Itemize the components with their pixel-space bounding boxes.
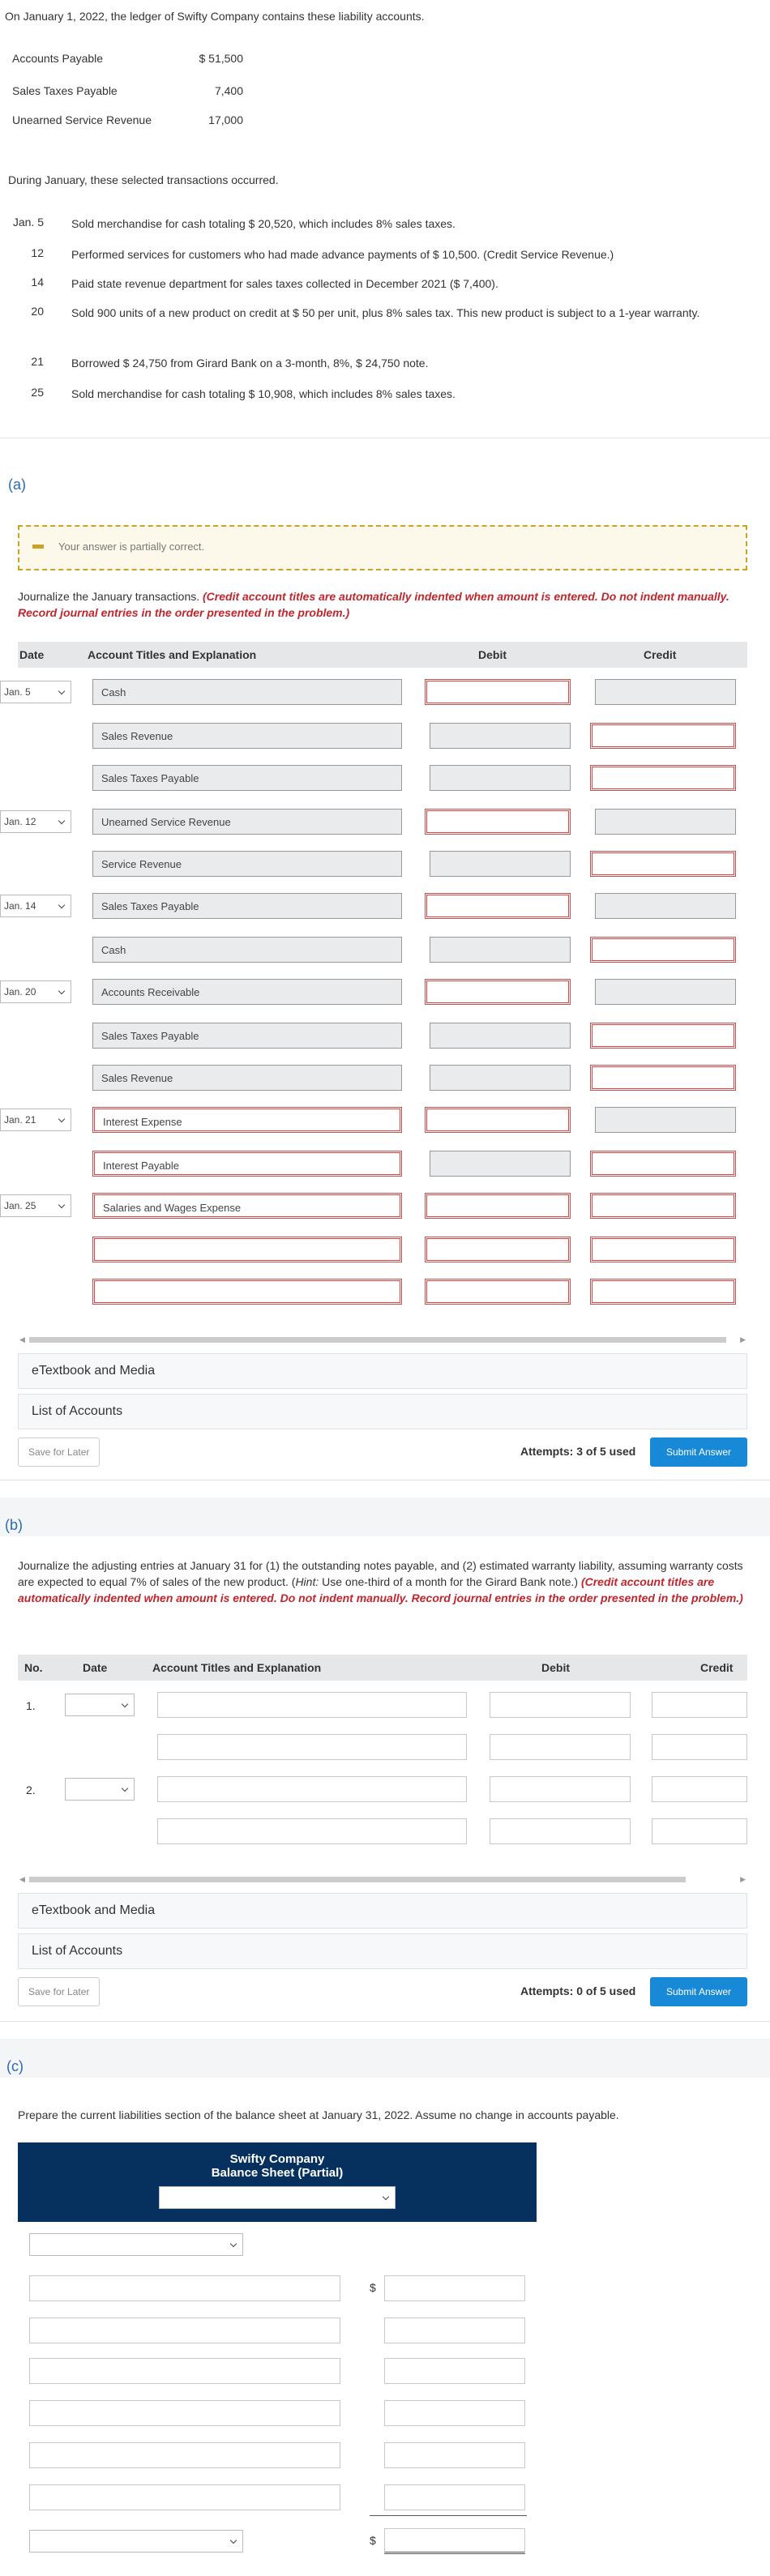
debit-field[interactable] [430, 1065, 571, 1091]
chevron-down-icon [58, 688, 65, 694]
chevron-down-icon [58, 902, 65, 908]
part-c-instruction: Prepare the current liabilities section of the balance sheet at January 31, 2022. Assume no change in accounts payable. [18, 2108, 619, 2121]
chevron-down-icon [58, 1116, 65, 1122]
partial-status-text: Your answer is partially correct. [58, 540, 205, 553]
transaction-description: Borrowed $ 24,750 from Girard Bank on a 3-month, 8%, $ 24,750 note. [71, 357, 429, 370]
transaction-date: 25 [31, 386, 44, 399]
transaction-description: Paid state revenue department for sales taxes collected in December 2021 ($ 7,400). [71, 277, 498, 290]
journal-table-header-b [18, 1655, 747, 1681]
liability-title-field[interactable] [29, 2275, 340, 2301]
account-title-field[interactable]: Sales Taxes Payable [92, 893, 402, 919]
liability-amount: $ 51,500 [199, 52, 243, 65]
amount-field[interactable] [384, 2400, 525, 2426]
credit-field[interactable] [590, 1279, 736, 1305]
transactions-intro: During January, these selected transactions occurred. [8, 173, 279, 186]
divider [0, 2021, 770, 2022]
part-b-label: (b) [5, 1517, 23, 1533]
instruction-text: Journalize the January transactions. [18, 590, 203, 603]
chevron-down-icon [230, 2537, 237, 2544]
date-select-value: Jan. 12 [4, 816, 36, 827]
chevron-down-icon [122, 1701, 128, 1707]
partial-icon [32, 545, 44, 549]
debit-field[interactable] [430, 851, 571, 877]
account-title-field[interactable]: Interest Expense [92, 1107, 402, 1133]
credit-field[interactable] [595, 679, 736, 705]
liability-name: Sales Taxes Payable [12, 84, 118, 97]
account-title-field[interactable]: Sales Taxes Payable [92, 765, 402, 791]
credit-field[interactable] [590, 1023, 736, 1049]
header-account: Account Titles and Explanation [88, 648, 257, 661]
amount-field[interactable] [384, 2318, 525, 2343]
date-select-value: Jan. 25 [4, 1200, 36, 1211]
liability-title-field[interactable] [29, 2318, 340, 2343]
save-for-later-button[interactable]: Save for Later [18, 1438, 100, 1467]
header-no: No. [24, 1661, 43, 1674]
credit-field[interactable] [590, 1237, 736, 1262]
journal-table-header [18, 642, 747, 668]
etextbook-link[interactable]: eTextbook and Media [18, 1893, 747, 1929]
instruction-red-text: (Credit account titles are automatically indented when amount is entered. Do not indent manually. Record journal entries in the order presented in the problem.) [18, 590, 729, 619]
partial-correct-banner [18, 525, 747, 570]
credit-field[interactable] [652, 1692, 747, 1718]
date-select[interactable] [0, 681, 71, 703]
credit-field[interactable] [595, 893, 736, 919]
debit-field[interactable] [425, 809, 571, 835]
account-title-field[interactable] [157, 1776, 467, 1802]
section-select[interactable] [29, 2233, 243, 2256]
scroll-left-icon[interactable]: ◀ [19, 1875, 25, 1883]
header-debit: Debit [541, 1661, 570, 1674]
account-title-field[interactable]: Interest Payable [92, 1151, 402, 1177]
header-debit: Debit [478, 648, 507, 661]
chevron-down-icon [383, 2194, 389, 2200]
transaction-description: Performed services for customers who had made advance payments of $ 10,500. (Credit Service Revenue.) [71, 248, 614, 261]
liability-name: Unearned Service Revenue [12, 113, 152, 126]
transaction-description: Sold merchandise for cash totaling $ 10,908, which includes 8% sales taxes. [71, 387, 456, 400]
liability-title-field[interactable] [29, 2358, 340, 2384]
debit-field[interactable] [430, 723, 571, 749]
debit-field[interactable] [430, 1023, 571, 1049]
account-title-field[interactable] [157, 1734, 467, 1760]
date-select-value: Jan. 20 [4, 986, 36, 998]
header-date: Date [83, 1661, 108, 1674]
header-account: Account Titles and Explanation [152, 1661, 322, 1674]
date-select-value: Jan. 21 [4, 1114, 36, 1126]
date-select-value: Jan. 14 [4, 900, 36, 912]
account-title-field[interactable]: Cash [92, 937, 402, 963]
list-of-accounts-link[interactable]: List of Accounts [18, 1933, 747, 1969]
debit-field[interactable] [490, 1692, 631, 1718]
entry-number: 2. [26, 1784, 36, 1796]
dollar-sign: $ [370, 2534, 376, 2547]
account-title-field[interactable]: Sales Revenue [92, 723, 402, 749]
transaction-date: 14 [31, 276, 44, 288]
credit-field[interactable] [590, 723, 736, 749]
debit-field[interactable] [430, 765, 571, 791]
part-b-instruction [18, 1557, 747, 1606]
date-select[interactable] [159, 2186, 396, 2209]
attempts-counter: Attempts: 3 of 5 used [520, 1445, 636, 1458]
date-select[interactable] [0, 1109, 71, 1131]
date-select[interactable] [0, 895, 71, 917]
part-c-band [0, 2039, 770, 2078]
account-title-field[interactable]: Service Revenue [92, 851, 402, 877]
liability-title-field[interactable] [29, 2484, 340, 2510]
instruction-red-text: (Credit account titles are automatically indented when amount is entered. Do not indent manually. Record journal entries in the order presented in the problem.) [18, 1575, 743, 1604]
debit-field[interactable] [490, 1776, 631, 1802]
header-credit: Credit [644, 648, 677, 661]
credit-field[interactable] [590, 851, 736, 877]
credit-field[interactable] [595, 1107, 736, 1133]
account-title-field[interactable] [92, 1279, 402, 1305]
credit-field[interactable] [590, 937, 736, 963]
subtotal-rule [370, 2515, 527, 2516]
instruction-text-2: Use one-third of a month for the Girard Bank note.) [319, 1575, 579, 1588]
account-title-field[interactable] [92, 1237, 402, 1262]
transaction-date: 12 [31, 246, 44, 259]
list-of-accounts-link[interactable]: List of Accounts [18, 1394, 747, 1429]
chevron-down-icon [230, 2241, 237, 2247]
account-title-field[interactable]: Sales Taxes Payable [92, 1023, 402, 1049]
account-title-field[interactable]: Sales Revenue [92, 1065, 402, 1091]
scroll-left-icon[interactable]: ◀ [19, 1335, 25, 1344]
debit-field[interactable] [430, 1151, 571, 1177]
part-b-band [0, 1497, 770, 1536]
liability-amount: 7,400 [214, 84, 243, 97]
credit-field[interactable] [595, 979, 736, 1005]
transaction-description: Sold 900 units of a new product on credit at $ 50 per unit, plus 8% sales tax. This new product is subject to a 1-year warranty. [71, 306, 700, 319]
transaction-description: Sold merchandise for cash totaling $ 20,520, which includes 8% sales taxes. [71, 217, 456, 230]
hint-label: Hint: [295, 1575, 319, 1588]
statement-name: Balance Sheet (Partial) [211, 2166, 344, 2180]
debit-field[interactable] [490, 1818, 631, 1844]
date-select[interactable] [65, 1778, 135, 1801]
debit-field[interactable] [490, 1734, 631, 1760]
attempts-counter: Attempts: 0 of 5 used [520, 1984, 636, 1997]
account-title-field[interactable] [157, 1818, 467, 1844]
credit-field[interactable] [652, 1776, 747, 1802]
amount-field[interactable] [384, 2275, 525, 2301]
submit-answer-button[interactable]: Submit Answer [650, 1977, 747, 2006]
liability-amount: 17,000 [208, 113, 243, 126]
credit-field[interactable] [590, 765, 736, 791]
header-credit: Credit [700, 1661, 734, 1674]
scroll-right-icon[interactable]: ▶ [740, 1335, 746, 1344]
credit-field[interactable] [590, 1151, 736, 1177]
chevron-down-icon [58, 988, 65, 994]
date-select-value: Jan. 5 [4, 686, 31, 698]
total-select[interactable] [29, 2530, 243, 2553]
credit-field[interactable] [652, 1734, 747, 1760]
part-a-label: (a) [8, 476, 26, 493]
submit-answer-button[interactable]: Submit Answer [650, 1438, 747, 1467]
scroll-thumb[interactable] [29, 1337, 726, 1343]
problem-intro: On January 1, 2022, the ledger of Swifty Company contains these liability accounts. [5, 10, 425, 23]
part-a-instruction [18, 588, 747, 621]
instruction-text: Journalize the adjusting entries at January 31 for (1) the outstanding notes payable, and (2) estimated warranty liability, assuming warranty costs are expected to equal 7% of sales of the new product. ( [18, 1559, 743, 1588]
debit-field[interactable] [425, 893, 571, 919]
company-name: Swifty Company [229, 2152, 325, 2166]
total-amount-field[interactable] [384, 2528, 525, 2554]
part-c-label: (c) [6, 2058, 24, 2074]
date-select[interactable] [0, 810, 71, 833]
debit-field[interactable] [430, 937, 571, 963]
debit-field[interactable] [425, 1193, 571, 1219]
balance-sheet-header [18, 2142, 537, 2222]
credit-field[interactable] [595, 809, 736, 835]
debit-field[interactable] [425, 979, 571, 1005]
transaction-date: 20 [31, 305, 44, 318]
horizontal-scrollbar[interactable] [18, 1334, 747, 1345]
account-title-field[interactable]: Cash [92, 679, 402, 705]
liability-name: Accounts Payable [12, 52, 104, 65]
scroll-thumb[interactable] [29, 1877, 686, 1882]
header-date: Date [19, 648, 45, 661]
debit-field[interactable] [425, 679, 571, 705]
debit-field[interactable] [425, 1107, 571, 1133]
chevron-down-icon [122, 1785, 128, 1792]
amount-field[interactable] [384, 2442, 525, 2468]
amount-field[interactable] [384, 2484, 525, 2510]
liability-title-field[interactable] [29, 2400, 340, 2426]
amount-field[interactable] [384, 2358, 525, 2384]
account-title-field[interactable]: Unearned Service Revenue [92, 809, 402, 835]
debit-field[interactable] [425, 1279, 571, 1305]
date-select[interactable] [0, 980, 71, 1003]
credit-field[interactable] [652, 1818, 747, 1844]
dollar-sign: $ [370, 2281, 376, 2294]
account-title-field[interactable] [157, 1692, 467, 1718]
liability-title-field[interactable] [29, 2442, 340, 2468]
account-title-field[interactable]: Salaries and Wages Expense [92, 1193, 402, 1219]
scroll-right-icon[interactable]: ▶ [740, 1875, 746, 1883]
account-title-field[interactable]: Accounts Receivable [92, 979, 402, 1005]
date-select[interactable] [0, 1194, 71, 1217]
credit-field[interactable] [590, 1193, 736, 1219]
chevron-down-icon [58, 1202, 65, 1208]
transaction-date: 21 [31, 355, 44, 368]
save-for-later-button[interactable]: Save for Later [18, 1977, 100, 2006]
etextbook-link[interactable]: eTextbook and Media [18, 1353, 747, 1389]
transaction-date: Jan. 5 [12, 216, 44, 229]
chevron-down-icon [58, 818, 65, 824]
credit-field[interactable] [590, 1065, 736, 1091]
entry-number: 1. [26, 1699, 36, 1712]
debit-field[interactable] [425, 1237, 571, 1262]
horizontal-scrollbar[interactable] [18, 1873, 747, 1885]
date-select[interactable] [65, 1694, 135, 1716]
